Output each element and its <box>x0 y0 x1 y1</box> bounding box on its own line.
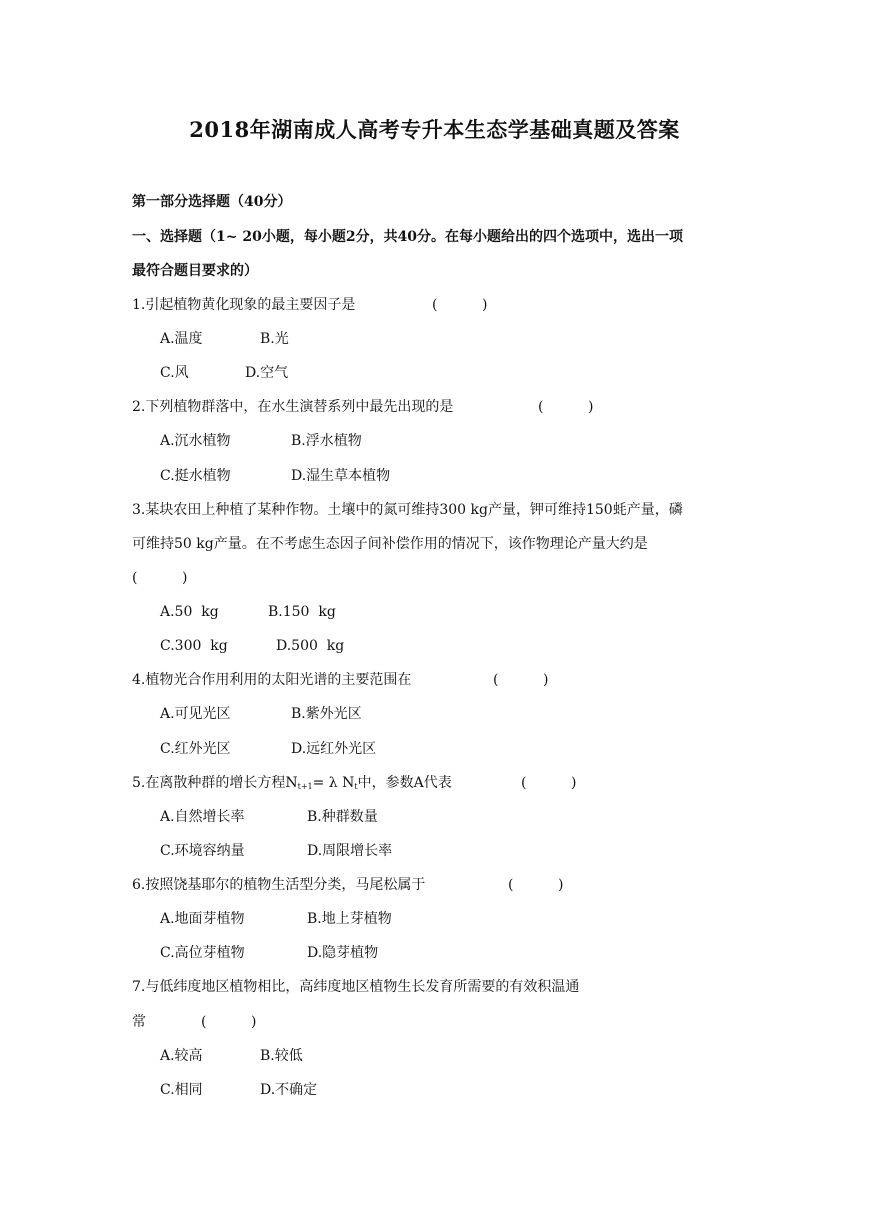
question-5-stem-part-a: 5.在离散种群的增长方程N <box>132 775 298 791</box>
question-5-subscript-b: t <box>354 782 358 791</box>
question-7-stem-line2: 常 <box>132 1014 146 1030</box>
question-4-stem: 4.植物光合作用利用的太阳光谱的主要范围在 <box>132 672 412 688</box>
question-6-option-c: C.高位芽植物 <box>160 945 245 961</box>
question-7-stem-line1: 7.与低纬度地区植物相比，高纬度地区植物生长发育所需要的有效积温通 <box>132 979 580 995</box>
question-4-answer-blank: ( ) <box>493 672 549 688</box>
question-2-option-d: D.湿生草本植物 <box>291 468 391 484</box>
question-6-option-a: A.地面芽植物 <box>160 911 245 927</box>
question-5-option-c: C.环境容纳量 <box>160 843 245 859</box>
question-1-option-a: A.温度 <box>160 331 203 347</box>
question-5-option-d: D.周限增长率 <box>307 843 393 859</box>
question-5-stem-part-b: = λ N <box>312 775 355 791</box>
question-1-stem: 1.引起植物黄化现象的最主要因子是 <box>132 297 356 313</box>
question-4-option-c: C.红外光区 <box>160 741 231 757</box>
question-7-answer-blank: ( ) <box>201 1014 257 1030</box>
question-1-answer-blank: ( ) <box>432 297 488 313</box>
question-3-stem-line1: 3.某块农田上种植了某种作物。土壤中的氮可维持300 kg产量，钾可维持150蚝产量，磷 <box>132 502 683 518</box>
question-5-answer-blank: ( ) <box>521 775 577 791</box>
question-1-option-b: B.光 <box>260 331 289 347</box>
question-4-option-b: B.紫外光区 <box>291 706 362 722</box>
question-4-option-a: A.可见光区 <box>160 706 231 722</box>
question-2-answer-blank: ( ) <box>538 399 594 415</box>
question-7-option-b: B.较低 <box>260 1048 303 1064</box>
section-heading-line1: 一、选择题（1~ 20小题，每小题2分，共40分。在每小题给出的四个选项中，选出一项 <box>132 229 684 245</box>
question-2-option-a: A.沉水植物 <box>160 433 231 449</box>
question-5-option-a: A.自然增长率 <box>160 809 245 825</box>
question-2-option-b: B.浮水植物 <box>291 433 362 449</box>
question-3-option-b: B.150 kg <box>268 604 336 620</box>
question-2-option-c: C.挺水植物 <box>160 468 231 484</box>
question-3-option-a: A.50 kg <box>160 604 219 620</box>
question-1-option-d: D.空气 <box>245 365 289 381</box>
question-1-option-c: C.风 <box>160 365 189 381</box>
question-6-answer-blank: ( ) <box>508 877 564 893</box>
question-5-stem-part-c: 中，参数A代表 <box>357 775 452 791</box>
question-3-answer-blank: ( ) <box>132 570 188 586</box>
question-6-option-b: B.地上芽植物 <box>307 911 392 927</box>
question-6-stem: 6.按照饶基耶尔的植物生活型分类，马尾松属于 <box>132 877 426 893</box>
question-3-option-d: D.500 kg <box>276 638 345 654</box>
question-4-option-d: D.远红外光区 <box>291 741 377 757</box>
question-7-option-c: C.相同 <box>160 1082 203 1098</box>
question-5-subscript-a: t+1 <box>297 782 313 791</box>
part-heading: 第一部分选择题（40分） <box>132 194 292 210</box>
question-6-option-d: D.隐芽植物 <box>307 945 379 961</box>
question-2-stem: 2.下列植物群落中，在水生演替系列中最先出现的是 <box>132 399 454 415</box>
question-5-option-b: B.种群数量 <box>307 809 378 825</box>
question-7-option-a: A.较高 <box>160 1048 203 1064</box>
question-5-stem <box>132 773 452 797</box>
question-3-stem-line2: 可维持50 kg产量。在不考虑生态因子间补偿作用的情况下，该作物理论产量大约是 <box>132 536 648 552</box>
question-3-option-c: C.300 kg <box>160 638 228 654</box>
question-7-option-d: D.不确定 <box>260 1082 318 1098</box>
document-title: 2018年湖南成人高考专升本生态学基础真题及答案 <box>189 117 680 142</box>
section-heading-line2: 最符合题目要求的） <box>132 263 258 279</box>
